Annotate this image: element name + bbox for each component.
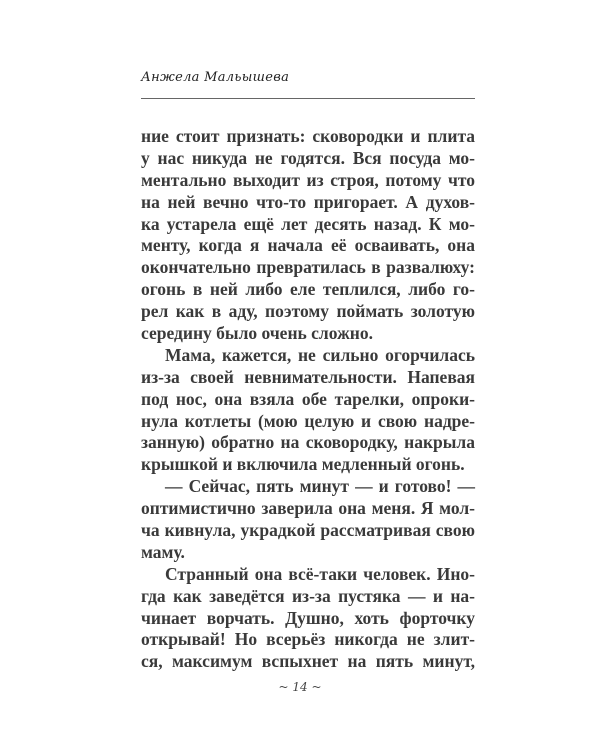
text-line: гда как заведётся из-за пустяка — и на- xyxy=(141,585,475,606)
running-header-author: Анжела Мальышева xyxy=(141,70,290,85)
text-line: маму. xyxy=(141,541,185,562)
text-line: у нас никуда не годятся. Вся посуда мо- xyxy=(141,147,475,168)
text-line: под нос, она взяла обе тарелки, опроки- xyxy=(141,388,475,409)
text-line: ка устарела ещё лет десять назад. К мо- xyxy=(141,213,475,234)
text-line: ментально выходит из строя, потому что xyxy=(141,169,475,190)
text-line: ние стоит признать: сковородки и плита xyxy=(141,126,475,146)
page-number: ~ 14 ~ xyxy=(278,680,322,694)
text-line: чинает ворчать. Душно, хоть форточку xyxy=(141,607,475,628)
text-line: оптимистично заверила она меня. Я мол- xyxy=(141,498,475,519)
text-line: из-за своей невнимательности. Напевая xyxy=(141,366,475,387)
text-line: занную) обратно на сковородку, накрыла xyxy=(141,432,475,453)
text-line: — Сейчас, пять минут — и готово! — xyxy=(165,476,475,497)
text-line: Мама, кажется, не сильно огорчилась xyxy=(165,344,475,365)
text-line: открывай! Но всерьёз никогда не злит- xyxy=(141,629,475,650)
text-line: огонь в ней либо еле теплился, либо го- xyxy=(141,279,475,300)
text-line: окончательно превратилась в развалюху: xyxy=(141,257,475,278)
text-line: нула котлеты (мою целую и свою надре- xyxy=(141,410,475,431)
text-line: Странный она всё-таки человек. Ино- xyxy=(165,563,475,584)
header-rule xyxy=(141,98,475,99)
text-line: крышкой и включила медленный огонь. xyxy=(141,454,465,475)
text-line: рел как в аду, поэтому поймать золотую xyxy=(141,301,475,322)
text-line: на ней вечно что-то пригорает. А духов- xyxy=(141,191,475,212)
page-body-text xyxy=(141,126,475,673)
text-line: менту, когда я начала её осваивать, она xyxy=(141,235,475,256)
text-line: ча кивнула, украдкой рассматривая свою xyxy=(141,520,475,541)
text-line: ся, максимум вспыхнет на пять минут, xyxy=(141,651,475,672)
text-line: середину было очень сложно. xyxy=(141,323,373,344)
